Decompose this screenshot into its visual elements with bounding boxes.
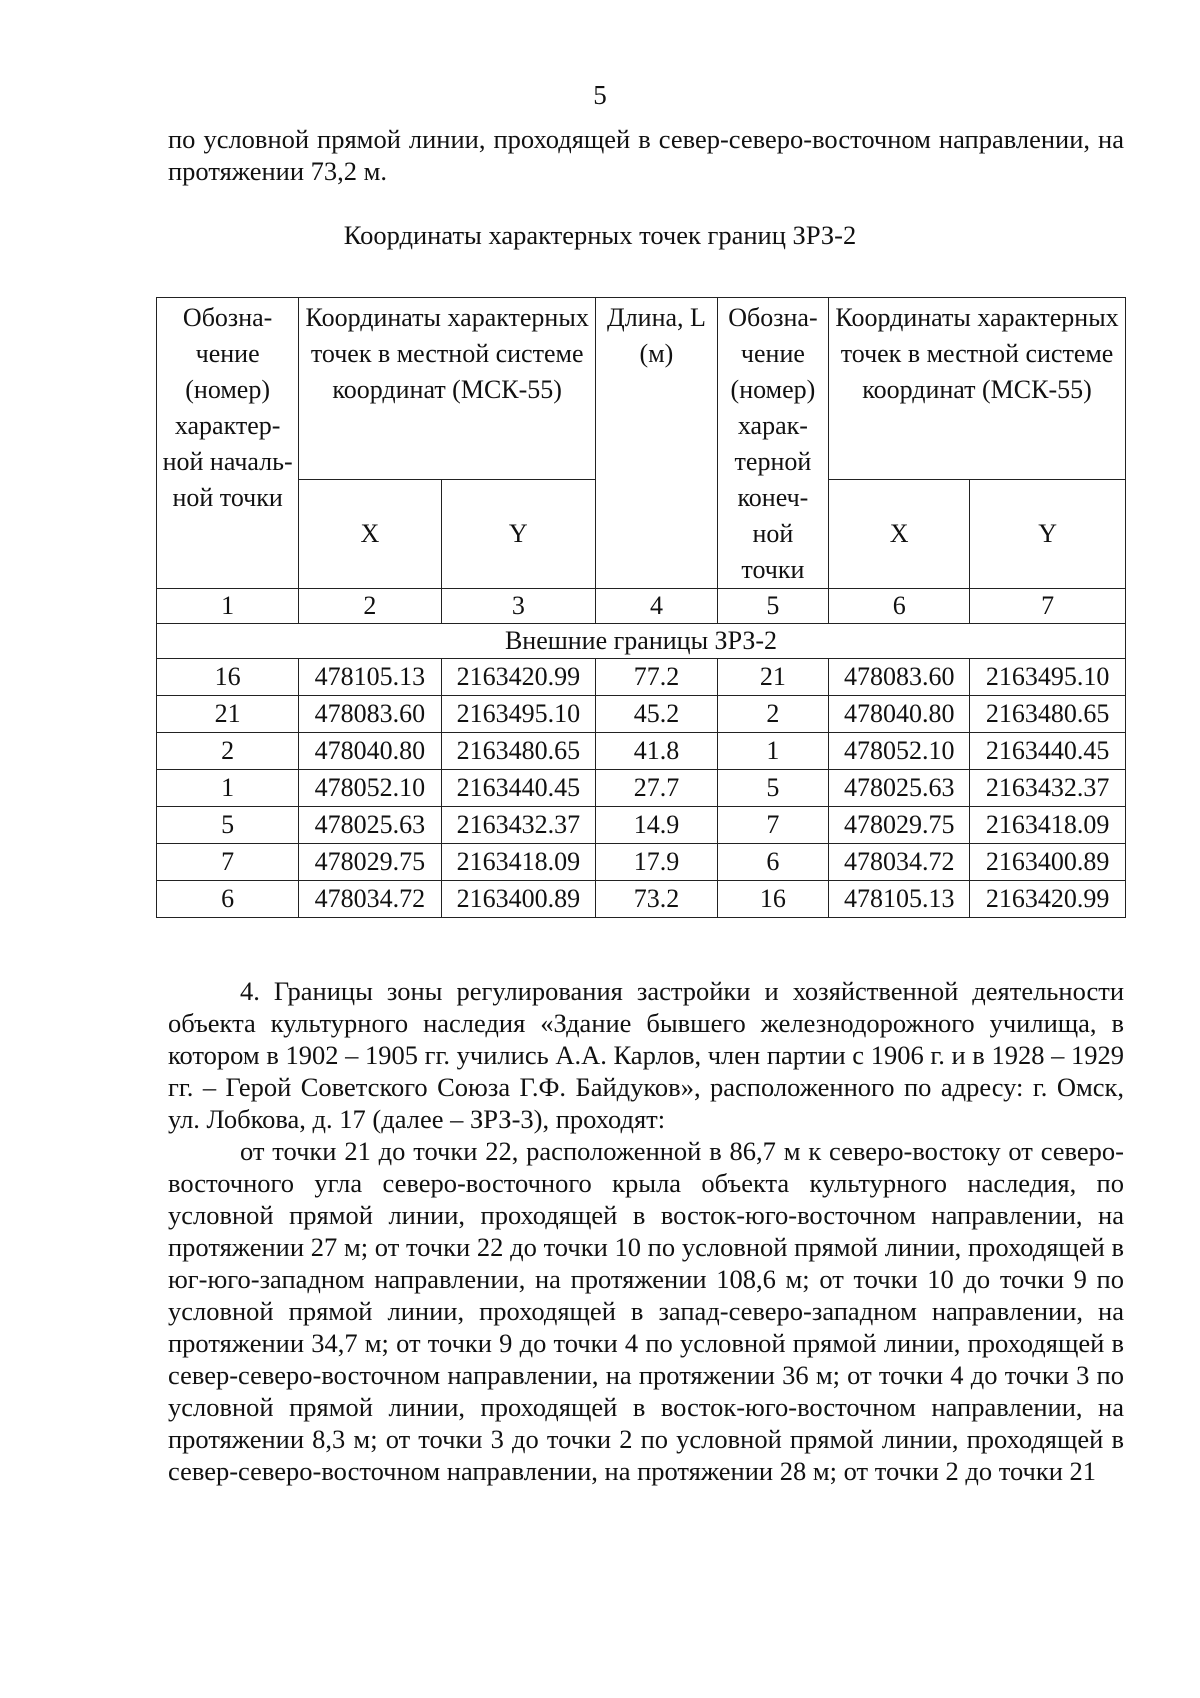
table-cell: 2163400.89 [970, 844, 1126, 881]
table-cell: 2 [157, 733, 299, 770]
table-cell: 5 [157, 807, 299, 844]
table-cell: 2163480.65 [441, 733, 596, 770]
table-cell: 478083.60 [829, 659, 970, 696]
table-cell: 77.2 [596, 659, 718, 696]
table-cell: 2163495.10 [970, 659, 1126, 696]
table-cell: 478025.63 [299, 807, 441, 844]
table-cell: 73.2 [596, 881, 718, 918]
header-x: X [299, 479, 441, 588]
table-cell: 2163420.99 [441, 659, 596, 696]
table-cell: 2 [717, 696, 828, 733]
column-number: 7 [970, 589, 1126, 624]
table-cell: 27.7 [596, 770, 718, 807]
intro-paragraph: по условной прямой линии, проходящей в север-северо-восточном направлении, на протяжении 73,2 м. [168, 124, 1124, 186]
table-cell: 2163432.37 [441, 807, 596, 844]
table-row [157, 770, 1126, 807]
column-number: 3 [441, 589, 596, 624]
table-cell: 2163400.89 [441, 881, 596, 918]
table-cell: 478052.10 [299, 770, 441, 807]
table-title: Координаты характерных точек границ ЗРЗ-2 [343, 220, 857, 250]
header-y: Y [441, 479, 596, 588]
table-cell: 45.2 [596, 696, 718, 733]
table-cell: 2163480.65 [970, 696, 1126, 733]
table-cell: 21 [717, 659, 828, 696]
table-cell: 478029.75 [829, 807, 970, 844]
column-number-row [157, 589, 1126, 624]
table-cell: 478034.72 [829, 844, 970, 881]
table-cell: 478105.13 [299, 659, 441, 696]
table-cell: 1 [717, 733, 828, 770]
table-cell: 14.9 [596, 807, 718, 844]
header-start-point: Обозна-чение (номер) характер-ной началь-ной точки [157, 298, 299, 589]
page-number: 5 [593, 80, 607, 110]
table-cell: 478025.63 [829, 770, 970, 807]
column-number: 1 [157, 589, 299, 624]
table-cell: 2163418.09 [441, 844, 596, 881]
table-row [157, 881, 1126, 918]
table-cell: 478040.80 [299, 733, 441, 770]
section4-paragraph: 4. Границы зоны регулирования застройки и хозяйственной деятельности объекта культурного наследия «Здание бывшего железнодорожного училища, в котором в 1902 – 1905 гг. учились А.А. Карлов, член партии с 1906 г. и в 1928 – 1929 гг. – Герой Советского Союза Г.Ф. Байдуков», расположенного по адресу: г. Омск, ул. Лобкова, д. 17 (далее – ЗРЗ-3), проходят: [168, 976, 1124, 1134]
table-cell: 16 [157, 659, 299, 696]
table-cell: 41.8 [596, 733, 718, 770]
column-number: 6 [829, 589, 970, 624]
table-cell: 2163432.37 [970, 770, 1126, 807]
table-row [157, 659, 1126, 696]
header-coords-end: Координаты характерных точек в местной системе координат (МСК-55) [829, 298, 1126, 480]
table-row [157, 696, 1126, 733]
column-number: 5 [717, 589, 828, 624]
table-cell: 478083.60 [299, 696, 441, 733]
table-row [157, 807, 1126, 844]
header-y-end: Y [970, 479, 1126, 588]
header-length: Длина, L (м) [596, 298, 718, 589]
body-text [168, 975, 1124, 1487]
table-cell: 2163495.10 [441, 696, 596, 733]
header-coords: Координаты характерных точек в местной системе координат (МСК-55) [299, 298, 596, 480]
header-x-end: X [829, 479, 970, 588]
table-cell: 6 [157, 881, 299, 918]
table-cell: 17.9 [596, 844, 718, 881]
table-cell: 478052.10 [829, 733, 970, 770]
header-end-point: Обозна-чение (номер) харак-терной конеч-ной точки [717, 298, 828, 589]
table-cell: 5 [717, 770, 828, 807]
table-cell: 16 [717, 881, 828, 918]
table-cell: 2163440.45 [441, 770, 596, 807]
table-cell: 478034.72 [299, 881, 441, 918]
section-title-row: Внешние границы ЗРЗ-2 [157, 624, 1126, 659]
table-cell: 478040.80 [829, 696, 970, 733]
table-cell: 6 [717, 844, 828, 881]
column-number: 4 [596, 589, 718, 624]
table-cell: 2163440.45 [970, 733, 1126, 770]
coordinates-table [156, 297, 1126, 918]
column-number: 2 [299, 589, 441, 624]
table-cell: 2163418.09 [970, 807, 1126, 844]
table-row [157, 844, 1126, 881]
table-cell: 478105.13 [829, 881, 970, 918]
table-row [157, 733, 1126, 770]
table-cell: 7 [717, 807, 828, 844]
table-cell: 478029.75 [299, 844, 441, 881]
table-cell: 1 [157, 770, 299, 807]
table-cell: 21 [157, 696, 299, 733]
table-cell: 7 [157, 844, 299, 881]
route-paragraph: от точки 21 до точки 22, расположенной в 86,7 м к северо-востоку от северо-восточного угла северо-восточного крыла объекта культурного наследия, по условной прямой линии, проходящей в восток-юго-восточном направлении, на протяжении 27 м; от точки 22 до точки 10 по условной прямой линии, проходящей в юг-юго-западном направлении, на протяжении 108,6 м; от точки 10 до точки 9 по условной прямой линии, проходящей в запад-северо-западном направлении, на протяжении 34,7 м; от точки 9 до точки 4 по условной прямой линии, проходящей в север-северо-восточном направлении, на протяжении 36 м; от точки 4 до точки 3 по условной прямой линии, проходящей в восток-юго-восточном направлении, на протяжении 8,3 м; от точки 3 до точки 2 по условной прямой линии, проходящей в север-северо-восточном направлении, на протяжении 28 м; от точки 2 до точки 21 [168, 1136, 1124, 1486]
table-cell: 2163420.99 [970, 881, 1126, 918]
